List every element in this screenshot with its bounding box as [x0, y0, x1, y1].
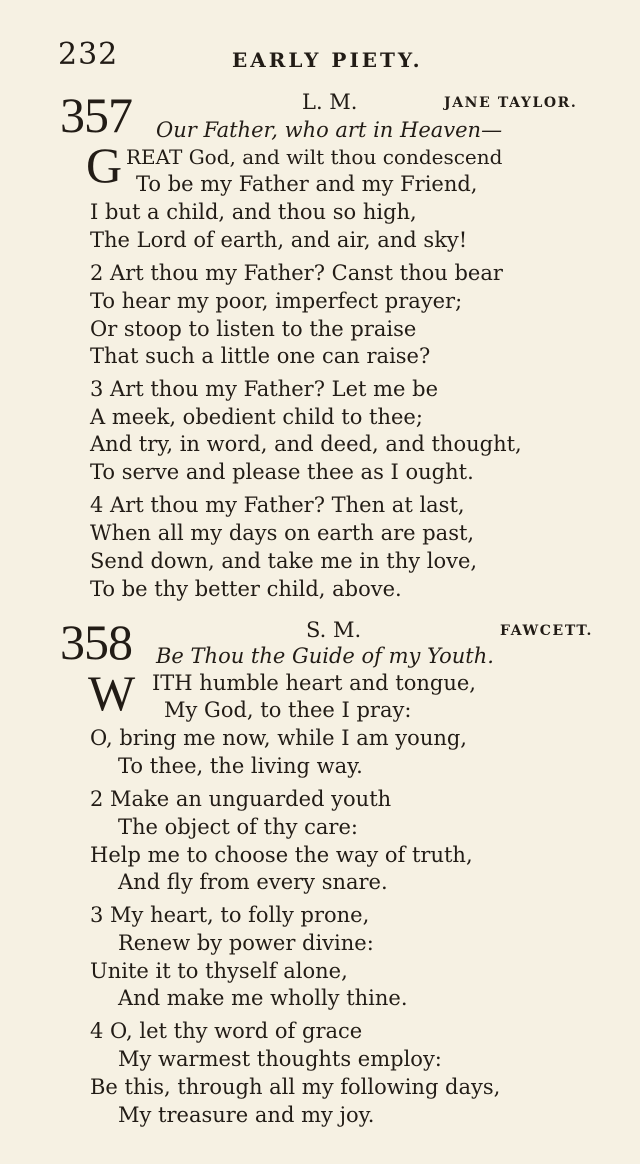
hymn-subtitle: Our Father, who art in Heaven— [156, 118, 503, 142]
verse-line: When all my days on earth are past, [90, 521, 475, 545]
verse-line: My God, to thee I pray: [164, 698, 412, 722]
page-number: 232 [58, 37, 119, 72]
verse-line: REAT God, and wilt thou condescend [126, 145, 503, 169]
verse-line: O, bring me now, while I am young, [90, 726, 467, 750]
verse-line: To thee, the living way. [118, 754, 363, 778]
verse-line: 4 Art thou my Father? Then at last, [90, 493, 465, 517]
verse-line: Renew by power divine: [118, 931, 374, 955]
running-title: EARLY PIETY. [232, 48, 423, 72]
verse-line: I but a child, and thou so high, [90, 200, 417, 224]
verse-line: To hear my poor, imperfect prayer; [90, 289, 463, 313]
verse-line: Help me to choose the way of truth, [90, 843, 473, 867]
verse-line: Unite it to thyself alone, [90, 959, 348, 983]
hymn-author: FAWCETT. [500, 623, 594, 639]
verse-line: Be this, through all my following days, [90, 1075, 501, 1099]
hymn-subtitle: Be Thou the Guide of my Youth. [156, 644, 494, 668]
verse-line: 3 My heart, to folly prone, [90, 903, 370, 927]
verse-line: Send down, and take me in thy love, [90, 549, 478, 573]
verse-line: The Lord of earth, and air, and sky! [90, 228, 468, 252]
verse-line: And fly from every snare. [118, 870, 388, 894]
verse-line: To be thy better child, above. [90, 577, 402, 601]
verse-line: The object of thy care: [118, 815, 358, 839]
hymn-number: 358 [60, 614, 132, 670]
verse-line: A meek, obedient child to thee; [90, 405, 423, 429]
verse-line: And try, in word, and deed, and thought, [90, 432, 522, 456]
drop-cap: G [86, 137, 123, 193]
running-header [0, 37, 640, 80]
verse-line: That such a little one can raise? [90, 344, 431, 368]
verse-line: To be my Father and my Friend, [136, 172, 478, 196]
verse-line: My treasure and my joy. [118, 1103, 375, 1127]
hymn-author: JANE TAYLOR. [444, 95, 578, 111]
verse-line: And make me wholly thine. [118, 986, 408, 1010]
verse-line: My warmest thoughts employ: [118, 1047, 442, 1071]
verse-line: 2 Art thou my Father? Canst thou bear [90, 261, 503, 285]
verse-line: 4 O, let thy word of grace [90, 1019, 363, 1043]
verse-line: 2 Make an unguarded youth [90, 787, 392, 811]
hymn-meter: S. M. [306, 618, 362, 642]
verse-line: Or stoop to listen to the praise [90, 317, 417, 341]
hymn-number: 357 [60, 87, 132, 143]
verse-line: ITH humble heart and tongue, [152, 671, 476, 695]
drop-cap: W [88, 665, 136, 721]
hymn-meter: L. M. [302, 90, 358, 114]
verse-line: 3 Art thou my Father? Let me be [90, 377, 439, 401]
verse-line: To serve and please thee as I ought. [90, 460, 474, 484]
